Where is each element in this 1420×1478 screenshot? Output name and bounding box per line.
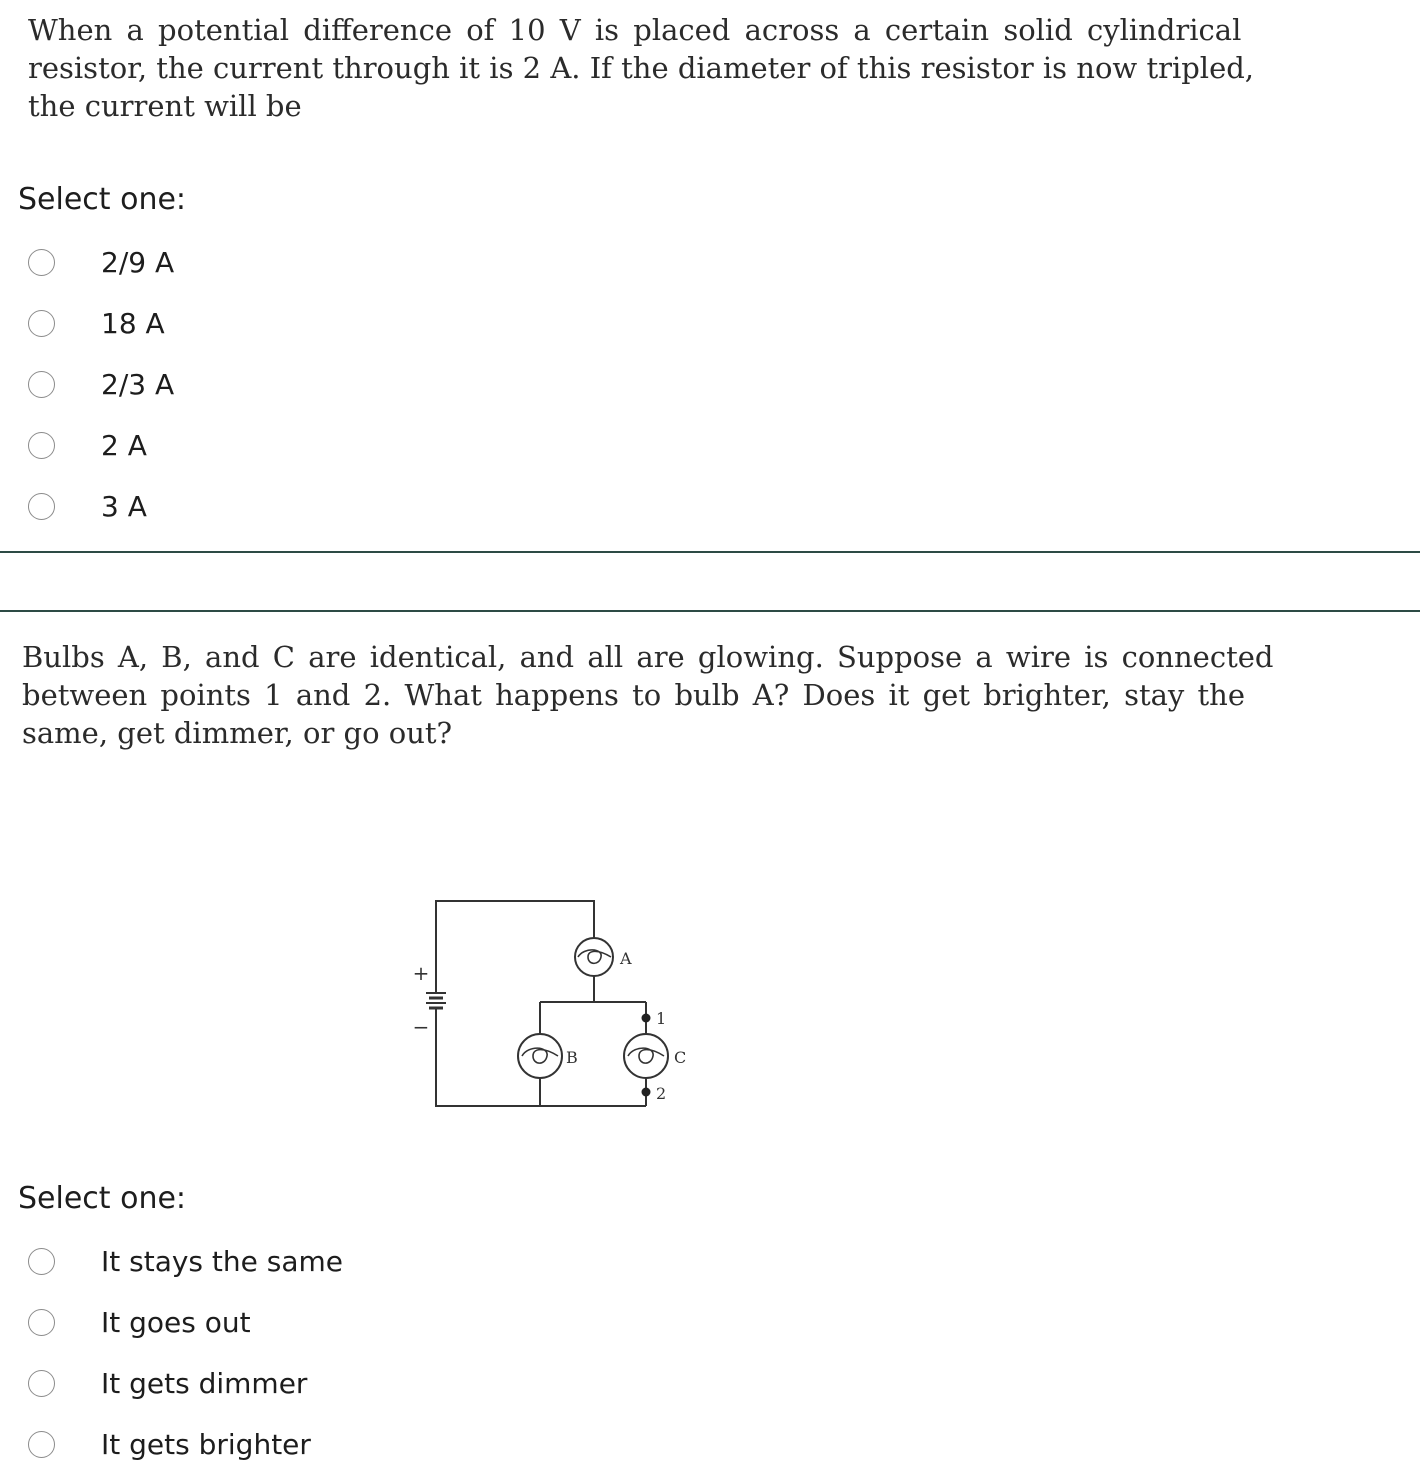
question-1-line: the current will be [28,89,302,123]
question-2-line: between points 1 and 2. What happens to bulb A? Does it get brighter, stay the [22,678,1245,712]
radio-button[interactable] [28,1309,55,1336]
bulb-b-icon [518,1034,562,1078]
question-2-line: Bulbs A, B, and C are identical, and all are glowing. Suppose a wire is connected [22,640,1274,674]
question-1-options [28,232,174,537]
question-1-line: resistor, the current through it is 2 A. If the diameter of this resistor is now tripled, [28,51,1255,85]
radio-button[interactable] [28,371,55,398]
question-1-line: When a potential difference of 10 V is placed across a certain solid cylindrical [28,13,1242,47]
option-label[interactable]: 2 A [101,429,147,462]
option-label[interactable]: It gets brighter [101,1428,311,1461]
point-1-label: 1 [656,1009,667,1028]
question-divider [0,610,1420,612]
option-label[interactable]: It gets dimmer [101,1367,308,1400]
radio-button[interactable] [28,1431,55,1458]
option-label[interactable]: 18 A [101,307,165,340]
bulb-a-label: A [620,949,632,968]
question-1-option[interactable] [28,415,174,476]
question-1-text [28,11,1254,125]
question-divider [0,551,1420,553]
bulb-c-icon [624,1034,668,1078]
question-2-option[interactable] [28,1231,343,1292]
question-2-select-prompt: Select one: [18,1181,187,1216]
question-1-option[interactable] [28,232,174,293]
point-2-dot [642,1088,651,1097]
circuit-diagram [400,890,710,1120]
radio-button[interactable] [28,1370,55,1397]
option-label[interactable]: 3 A [101,490,147,523]
question-1-option[interactable] [28,476,174,537]
option-label[interactable]: 2/3 A [101,368,175,401]
radio-button[interactable] [28,1248,55,1275]
battery-icon [426,993,446,1008]
question-2-line: same, get dimmer, or go out? [22,716,453,750]
radio-button[interactable] [28,493,55,520]
question-2-option[interactable] [28,1414,343,1475]
radio-button[interactable] [28,249,55,276]
bulb-b-label: B [566,1048,578,1067]
bulb-a-icon [575,938,613,976]
question-1-option[interactable] [28,354,174,415]
option-label[interactable]: It goes out [101,1306,251,1339]
battery-minus-label: − [412,1015,430,1039]
question-1-select-prompt: Select one: [18,182,187,217]
point-1-dot [642,1014,651,1023]
question-2-options [28,1231,343,1475]
point-2-label: 2 [656,1084,667,1103]
question-2-option[interactable] [28,1292,343,1353]
radio-button[interactable] [28,310,55,337]
option-label[interactable]: It stays the same [101,1245,344,1278]
bulb-c-label: C [674,1048,687,1067]
question-2-text [22,638,1273,752]
question-1-option[interactable] [28,293,174,354]
question-2-option[interactable] [28,1353,343,1414]
option-label[interactable]: 2/9 A [101,246,175,279]
battery-plus-label: + [412,961,430,985]
radio-button[interactable] [28,432,55,459]
